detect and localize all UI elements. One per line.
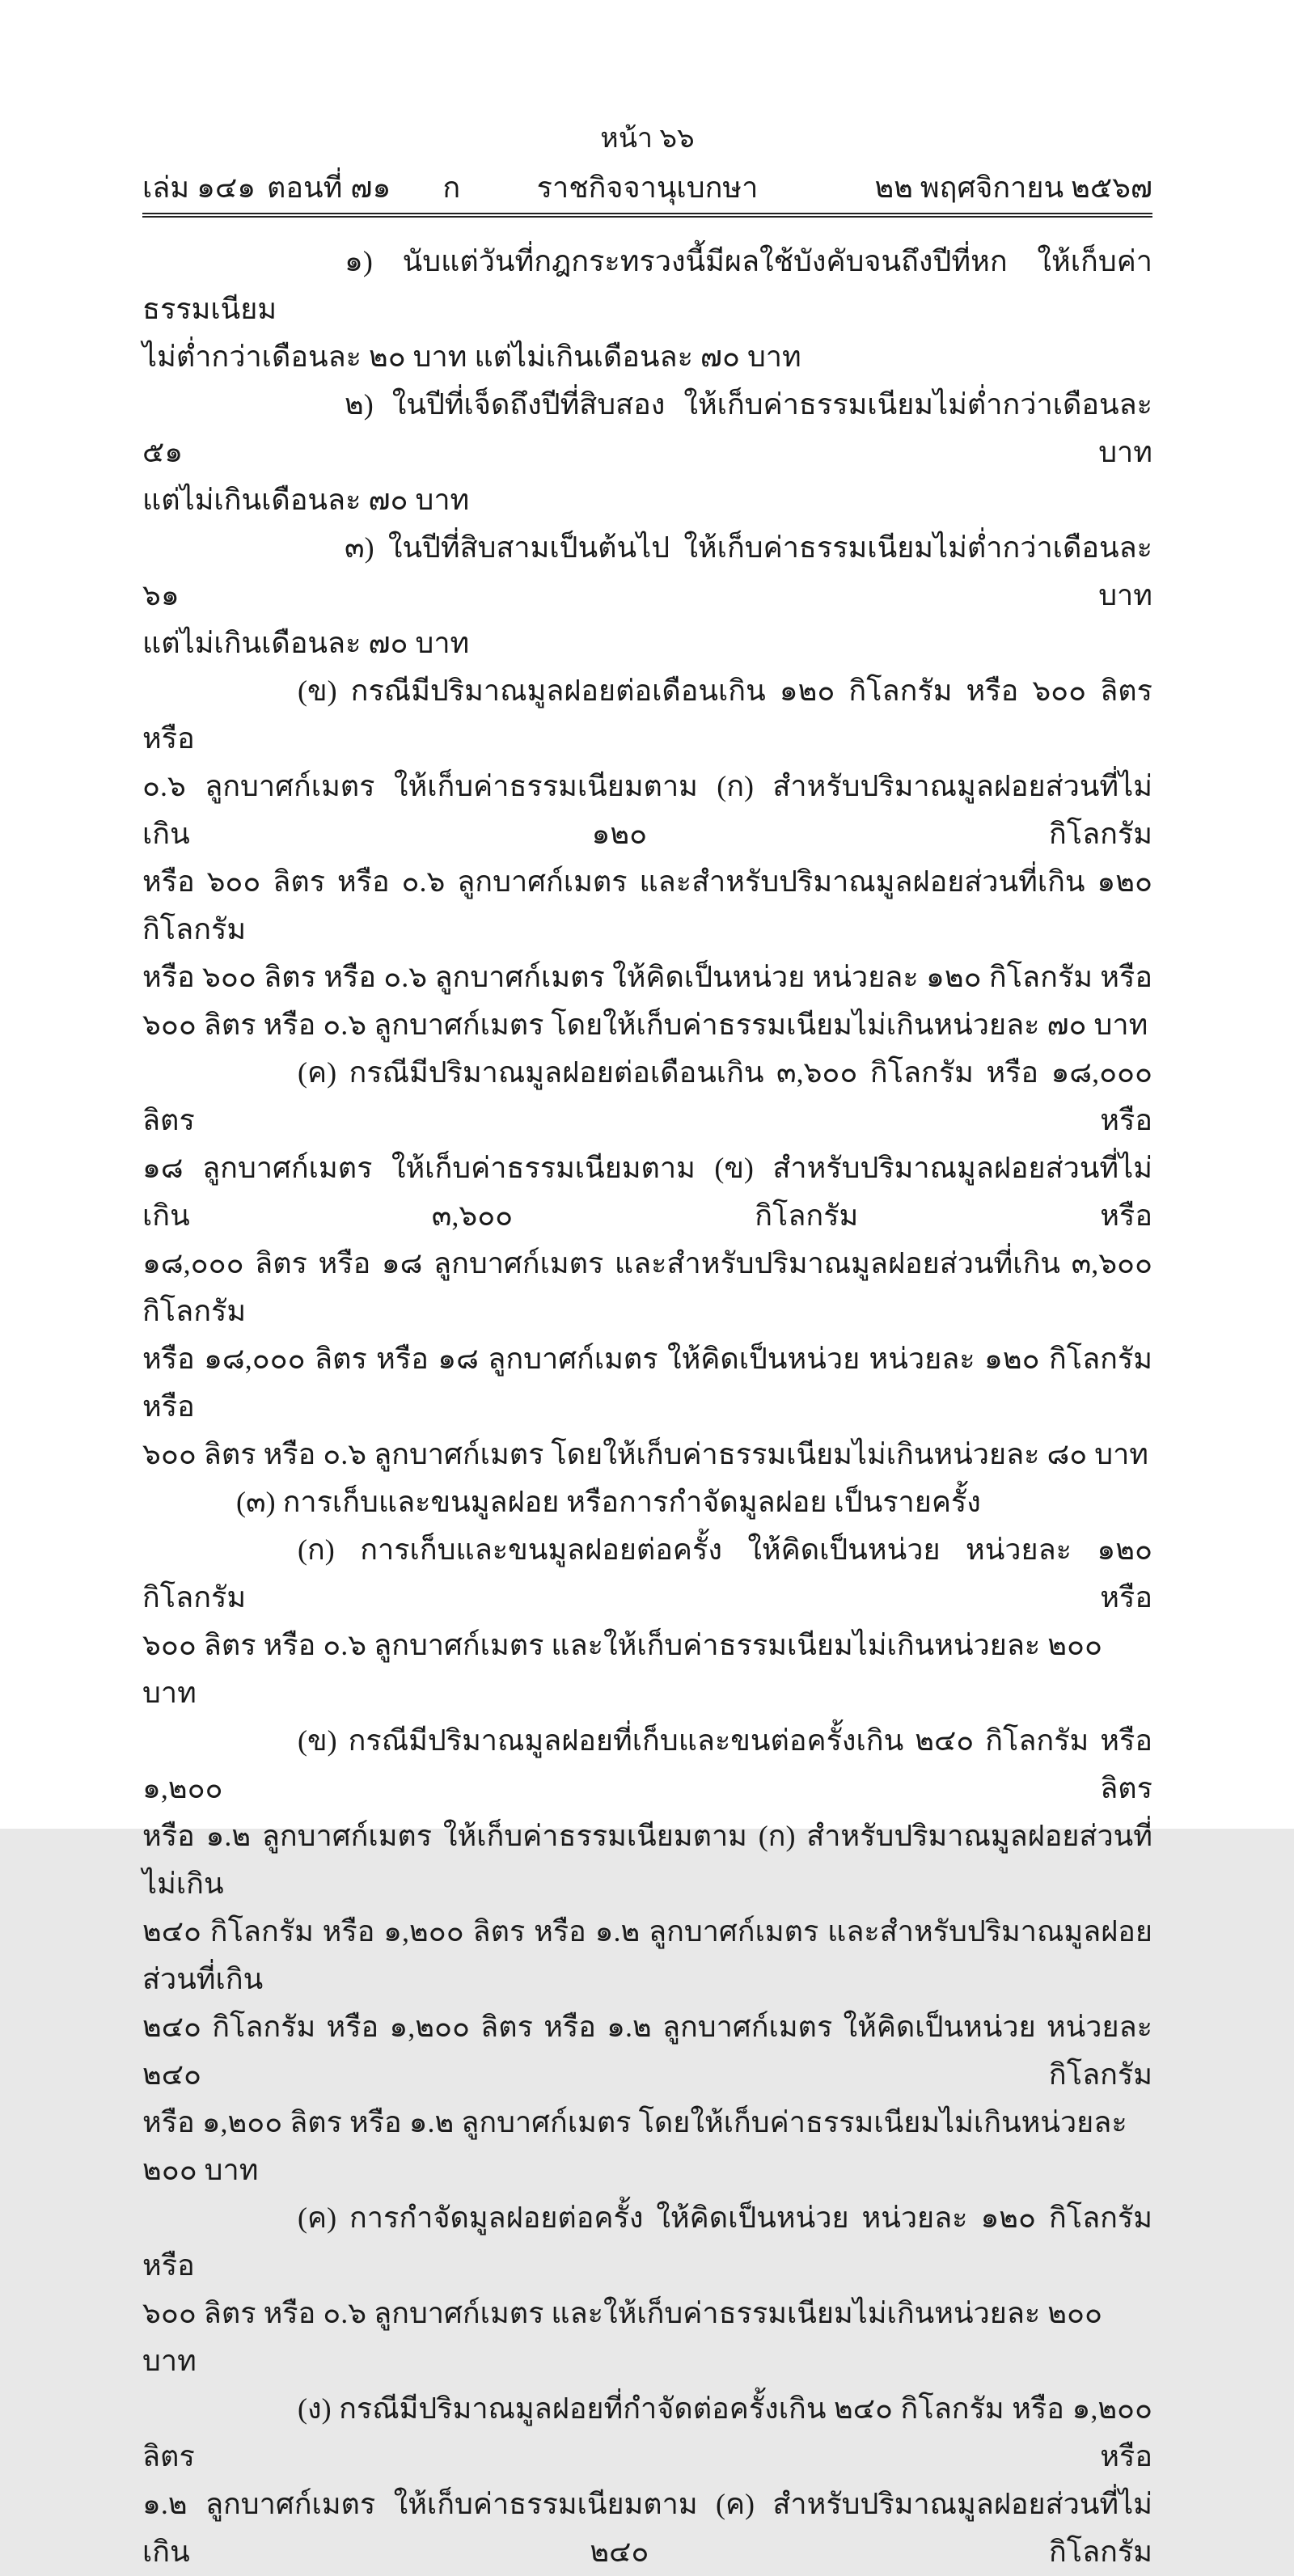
text-line: ๐.๖ ลูกบาศก์เมตร ให้เก็บค่าธรรมเนียมตาม (ก) สำหรับปริมาณมูลฝอยส่วนที่ไม่เกิน ๑๒๐ กิโลกรัม	[142, 770, 1152, 850]
text-line: หรือ ๑,๒๐๐ ลิตร หรือ ๑.๒ ลูกบาศก์เมตร โดยให้เก็บค่าธรรมเนียมไม่เกินหน่วยละ ๒๐๐ บาท	[142, 2106, 1127, 2186]
text-line: (ข) กรณีมีปริมาณมูลฝอยต่อเดือนเกิน ๑๒๐ กิโลกรัม หรือ ๖๐๐ ลิตร หรือ	[142, 675, 1152, 755]
part-label: ตอนที่	[267, 171, 343, 204]
header-double-rule	[142, 213, 1152, 218]
text-line: (๓) การเก็บและขนมูลฝอย หรือการกำจัดมูลฝอย เป็นรายครั้ง	[236, 1486, 981, 1518]
text-line: ๖๐๐ ลิตร หรือ ๐.๖ ลูกบาศก์เมตร โดยให้เก็บค่าธรรมเนียมไม่เกินหน่วยละ ๘๐ บาท	[142, 1438, 1149, 1470]
gazette-masthead	[142, 168, 1152, 207]
text-line: ๑๘ ลูกบาศก์เมตร ให้เก็บค่าธรรมเนียมตาม (ข) สำหรับปริมาณมูลฝอยส่วนที่ไม่เกิน ๓,๖๐๐ กิโลกรัม หรือ	[142, 1152, 1152, 1232]
text-line: หรือ ๖๐๐ ลิตร หรือ ๐.๖ ลูกบาศก์เมตร ให้คิดเป็นหน่วย หน่วยละ ๑๒๐ กิโลกรัม หรือ	[142, 961, 1152, 993]
section-letter: ก	[442, 171, 461, 204]
text-line: ๒) ในปีที่เจ็ดถึงปีที่สิบสอง ให้เก็บค่าธรรมเนียมไม่ต่ำกว่าเดือนละ ๕๑ บาท	[142, 388, 1152, 468]
text-line: ไม่ต่ำกว่าเดือนละ ๒๐ บาท แต่ไม่เกินเดือนละ ๗๐ บาท	[142, 341, 801, 373]
text-line: (ง) กรณีมีปริมาณมูลฝอยที่กำจัดต่อครั้งเกิน ๒๔๐ กิโลกรัม หรือ ๑,๒๐๐ ลิตร หรือ	[142, 2392, 1152, 2472]
text-line: ๓) ในปีที่สิบสามเป็นต้นไป ให้เก็บค่าธรรมเนียมไม่ต่ำกว่าเดือนละ ๖๑ บาท	[142, 531, 1152, 611]
text-line: (ค) การกำจัดมูลฝอยต่อครั้ง ให้คิดเป็นหน่วย หน่วยละ ๑๒๐ กิโลกรัม หรือ	[142, 2202, 1152, 2282]
text-line: หรือ ๑๘,๐๐๐ ลิตร หรือ ๑๘ ลูกบาศก์เมตร ให้คิดเป็นหน่วย หน่วยละ ๑๒๐ กิโลกรัม หรือ	[142, 1343, 1152, 1423]
text-line: (ก) การเก็บและขนมูลฝอยต่อครั้ง ให้คิดเป็นหน่วย หน่วยละ ๑๒๐ กิโลกรัม หรือ	[142, 1533, 1152, 1614]
text-line: (ข) กรณีมีปริมาณมูลฝอยที่เก็บและขนต่อครั้งเกิน ๒๔๐ กิโลกรัม หรือ ๑,๒๐๐ ลิตร	[142, 1724, 1152, 1804]
text-line: ๑๘,๐๐๐ ลิตร หรือ ๑๘ ลูกบาศก์เมตร และสำหรับปริมาณมูลฝอยส่วนที่เกิน ๓,๖๐๐ กิโลกรัม	[142, 1247, 1152, 1327]
text-line: ๑.๒ ลูกบาศก์เมตร ให้เก็บค่าธรรมเนียมตาม (ค) สำหรับปริมาณมูลฝอยส่วนที่ไม่เกิน ๒๔๐ กิโลกรัม	[142, 2488, 1152, 2568]
text-line: ๑) นับแต่วันที่กฎกระทรวงนี้มีผลใช้บังคับจนถึงปีที่หก ให้เก็บค่าธรรมเนียม	[142, 245, 1152, 325]
gazette-title: ราชกิจจานุเบกษา	[536, 171, 759, 204]
volume-label: เล่ม ๑๔๑	[142, 171, 256, 204]
text-line: ๖๐๐ ลิตร หรือ ๐.๖ ลูกบาศก์เมตร และให้เก็บค่าธรรมเนียมไม่เกินหน่วยละ ๒๐๐ บาท	[142, 2297, 1102, 2377]
text-line: แต่ไม่เกินเดือนละ ๗๐ บาท	[142, 484, 470, 516]
text-line: ๖๐๐ ลิตร หรือ ๐.๖ ลูกบาศก์เมตร โดยให้เก็บค่าธรรมเนียมไม่เกินหน่วยละ ๗๐ บาท	[142, 1009, 1148, 1041]
text-line: หรือ ๑.๒ ลูกบาศก์เมตร ให้เก็บค่าธรรมเนียมตาม (ก) สำหรับปริมาณมูลฝอยส่วนที่ไม่เกิน	[142, 1820, 1152, 1900]
gazette-date: ๒๒ พฤศจิกายน ๒๕๖๗	[874, 171, 1152, 204]
page-number-label: หน้า ๖๖	[600, 124, 695, 154]
text-line: ๖๐๐ ลิตร หรือ ๐.๖ ลูกบาศก์เมตร และให้เก็บค่าธรรมเนียมไม่เกินหน่วยละ ๒๐๐ บาท	[142, 1629, 1102, 1709]
text-line: หรือ ๖๐๐ ลิตร หรือ ๐.๖ ลูกบาศก์เมตร และสำหรับปริมาณมูลฝอยส่วนที่เกิน ๑๒๐ กิโลกรัม	[142, 865, 1152, 945]
text-line: ๒๔๐ กิโลกรัม หรือ ๑,๒๐๐ ลิตร หรือ ๑.๒ ลูกบาศก์เมตร และสำหรับปริมาณมูลฝอยส่วนที่เกิน	[142, 1915, 1152, 1995]
document-body	[142, 238, 1152, 2576]
part-number: ๗๑	[350, 171, 391, 204]
text-line: (ค) กรณีมีปริมาณมูลฝอยต่อเดือนเกิน ๓,๖๐๐ กิโลกรัม หรือ ๑๘,๐๐๐ ลิตร หรือ	[142, 1056, 1152, 1136]
text-line: แต่ไม่เกินเดือนละ ๗๐ บาท	[142, 627, 470, 659]
text-line: ๒๔๐ กิโลกรัม หรือ ๑,๒๐๐ ลิตร หรือ ๑.๒ ลูกบาศก์เมตร ให้คิดเป็นหน่วย หน่วยละ ๒๔๐ กิโลกรัม	[142, 2011, 1152, 2091]
